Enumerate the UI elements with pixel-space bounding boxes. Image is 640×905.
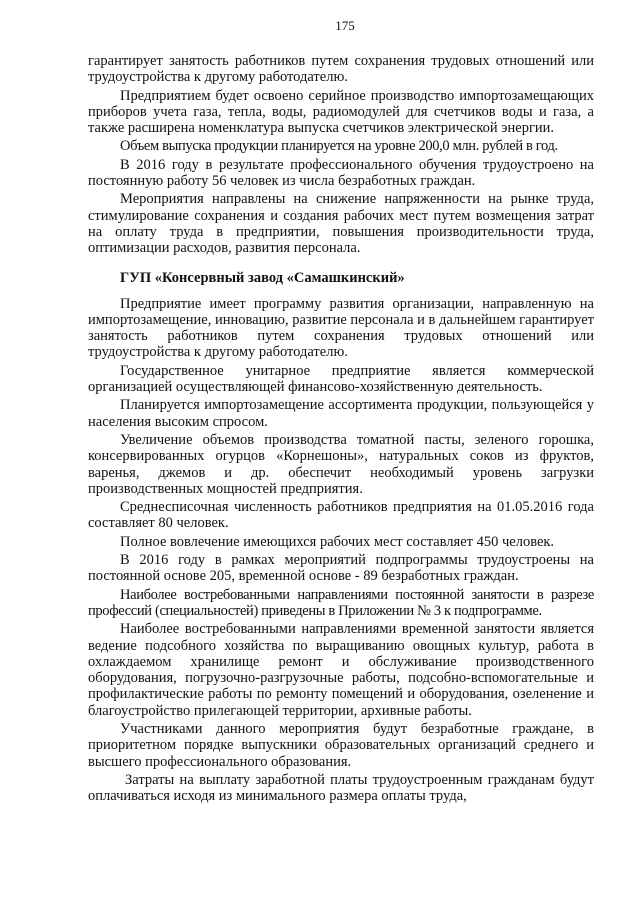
- paragraph-import-substitution: Планируется импортозамещение ассортимента продукции, пользующейся у населения высоким спросом.: [88, 397, 594, 430]
- paragraph-permanent-employment: Наиболее востребованными направлениями постоянной занятости в разрезе профессий (специальностей) приведены в Приложении № 3 к подпрограмме.: [88, 586, 594, 619]
- paragraph-participants: Участниками данного мероприятия будут безработные граждане, в приоритетном порядке выпускники образовательных организаций среднего и высшего профессионального образования.: [88, 720, 594, 770]
- paragraph-workplaces: Полное вовлечение имеющихся рабочих мест составляет 450 человек.: [120, 533, 555, 550]
- paragraph-headcount: Среднесписочная численность работников предприятия на 01.05.2016 года составляет 80 человек.: [88, 499, 594, 532]
- paragraph-temporary-employment: Наиболее востребованными направлениями временной занятости является ведение подсобного хозяйства по выращиванию овощных культур, работа в охлаждаемом хранилище ремонт и обслуживание производственного оборудования, погрузочно-разгрузочные работы, подсобно-вспомогательные и профилактические работы по ремонту помещений и оборудования, озеленение и благоустройство прилегающей территории, архивные работы.: [88, 621, 594, 719]
- paragraph-serial-production: Предприятием будет освоено серийное производство импортозамещающих приборов учета газа, тепла, воды, радиомодулей для счетчиков воды и газа, а также расширена номенклатура выпуска счетчиков электрической энергии.: [88, 87, 594, 137]
- paragraph-production-increase: Увеличение объемов производства томатной пасты, зеленого горошка, консервированных огурцов «Корнешоны», натуральных соков из фруктов, варенья, джемов и др. обеспечит необходимый уровень загрузки производственных мощностей предприятия.: [88, 431, 594, 497]
- section-heading: ГУП «Консервный завод «Самашкинский»: [120, 269, 405, 286]
- paragraph-wage-costs: Затраты на выплату заработной платы трудоустроенным гражданам будут оплачиваться исходя из минимального размера оплаты труда,: [88, 771, 594, 805]
- document-page: [88, 18, 594, 806]
- paragraph-development-program: Предприятие имеет программу развития организации, направленную на импортозамещение, инновацию, развитие персонала и в дальнейшем гарантирует занятость работников путем сохранения трудовых отношений или трудоустройства к другому работодателю.: [88, 295, 594, 361]
- page-number: 175: [335, 18, 355, 33]
- paragraph-measures-goals: Мероприятия направлены на снижение напряженности на рынке труда, стимулирование сохранения и создания рабочих мест путем возмещения затрат на оплату труда в предприятии, повышения производительности труда, оптимизации расходов, развития персонала.: [88, 191, 594, 257]
- paragraph-employment-2016: В 2016 году в рамках мероприятий подпрограммы трудоустроены на постоянной основе 205, временной основе - 89 безработных граждан.: [88, 552, 594, 585]
- paragraph-training-2016: В 2016 году в результате профессионального обучения трудоустроено на постоянную работу 56 человек из числа безработных граждан.: [88, 156, 594, 190]
- paragraph-unitary-enterprise: Государственное унитарное предприятие является коммерческой организацией осуществляющей финансово-хозяйственную деятельность.: [88, 362, 594, 396]
- paragraph-continuation: гарантирует занятость работников путем сохранения трудовых отношений или трудоустройства к другому работодателю.: [88, 53, 594, 86]
- paragraph-output-volume: Объем выпуска продукции планируется на уровне 200,0 млн. рублей в год.: [120, 138, 558, 155]
